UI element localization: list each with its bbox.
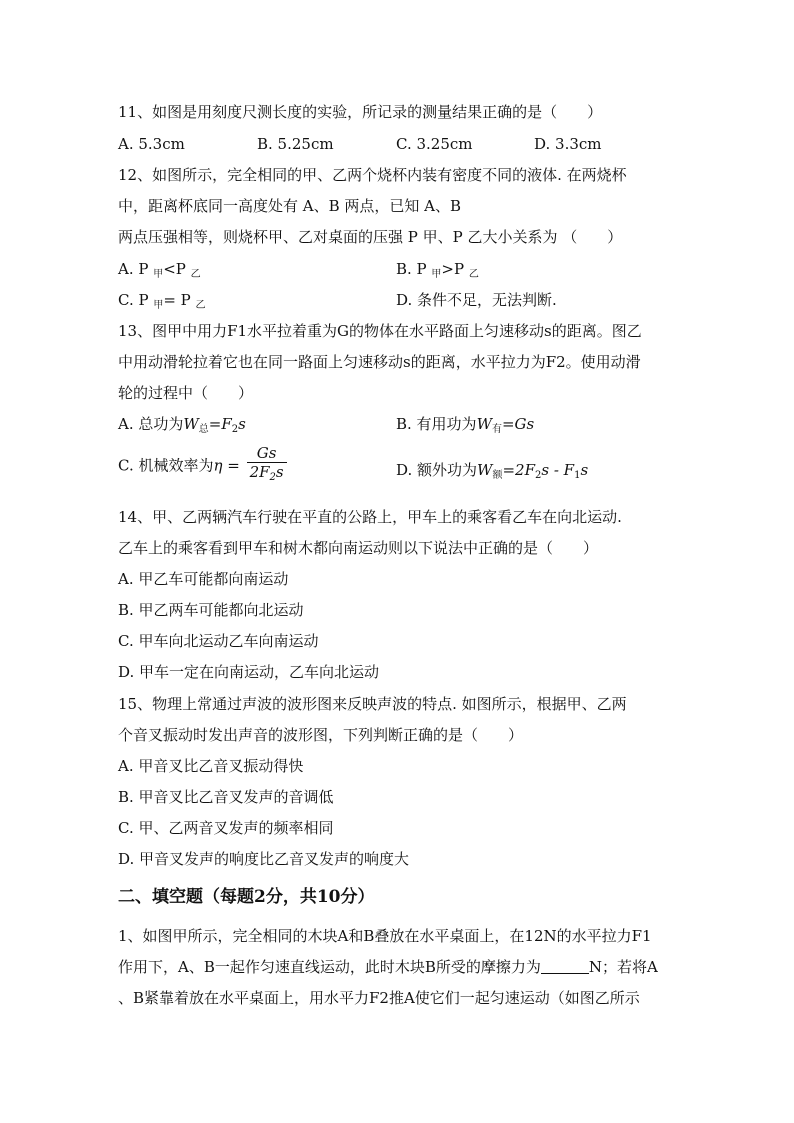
q11-option-b: B. 5.25cm [257,135,334,153]
section-heading-fill-in: 二、填空题（每题2分，共10分） [118,887,375,907]
q13-line-2: 中用动滑轮拉着它也在同一路面上匀速移动s的距离，水平拉力为F2。使用动滑 [118,353,641,371]
q14-line-2: 乙车上的乘客看到甲车和树木都向南运动则以下说法中正确的是（ ） [118,539,599,557]
q11-option-d: D. 3.3cm [534,135,602,153]
q13-option-a: A. 总功为$W_总=F_2s$ [118,415,246,435]
q14-line-1: 14、甲、乙两辆汽车行驶在平直的公路上，甲车上的乘客看乙车在向北运动. [118,508,622,526]
q14-option-c: C. 甲车向北运动乙车向南运动 [118,632,319,650]
q15-line-1: 15、物理上常通过声波的波形图来反映声波的特点. 如图所示，根据甲、乙两 [118,695,627,713]
q12-option-b: B. P $_甲$>P $_乙$ [396,260,479,280]
q12-line-2: 中，距离杯底同一高度处有 A、B 两点，已知 A、B [118,197,462,215]
q12-option-d: D. 条件不足，无法判断. [396,291,557,309]
answer-blank[interactable] [541,959,589,974]
q15-line-2: 个音叉振动时发出声音的波形图，下列判断正确的是（ ） [118,726,524,744]
q13-line-3: 轮的过程中（ ） [118,384,254,402]
q11-stem: 11、如图是用刻度尺测长度的实验，所记录的测量结果正确的是（ ） [118,103,603,121]
q13-option-c: C. 机械效率为η = $\frac{Gs}{2F_2s}$ [118,444,289,487]
q14-option-b: B. 甲乙两车可能都向北运动 [118,601,304,619]
q11-option-a: A. 5.3cm [118,135,185,153]
q15-option-c: C. 甲、乙两音叉发声的频率相同 [118,819,334,837]
q15-option-b: B. 甲音叉比乙音叉发声的音调低 [118,788,334,806]
q14-option-d: D. 甲车一定在向南运动，乙车向北运动 [118,663,380,681]
q14-option-a: A. 甲乙车可能都向南运动 [118,570,289,588]
q13-option-b: B. 有用功为$W_有=Gs$ [396,415,535,435]
q15-option-a: A. 甲音叉比乙音叉振动得快 [118,757,304,775]
q12-line-3: 两点压强相等，则烧杯甲、乙对桌面的压强 P 甲、P 乙大小关系为 （ ） [118,228,623,246]
fill1-line-3: 、B紧靠着放在水平桌面上，用水平力F2推A使它们一起匀速运动（如图乙所示 [118,989,640,1007]
q12-option-c: C. P $_甲$= P $_乙$ [118,291,206,311]
q12-option-a: A. P $_甲$<P $_乙$ [118,260,201,280]
efficiency-fraction: $\frac{Gs}{2F_2s}$ [247,444,287,487]
q11-option-c: C. 3.25cm [396,135,473,153]
q13-line-1: 13、图甲中用力F1水平拉着重为G的物体在水平路面上匀速移动s的距离。图乙 [118,322,642,340]
fill1-line-2: 作用下，A、B一起作匀速直线运动，此时木块B所受的摩擦力为 N；若将A [118,958,658,976]
fill1-line-1: 1、如图甲所示，完全相同的木块A和B叠放在水平桌面上，在12N的水平拉力F1 [118,927,652,945]
q15-option-d: D. 甲音叉发声的响度比乙音叉发声的响度大 [118,850,410,868]
q13-option-d: D. 额外功为$W_额=2F_2s - F_1s$ [396,461,589,481]
q12-line-1: 12、如图所示，完全相同的甲、乙两个烧杯内装有密度不同的液体. 在两烧杯 [118,166,627,184]
